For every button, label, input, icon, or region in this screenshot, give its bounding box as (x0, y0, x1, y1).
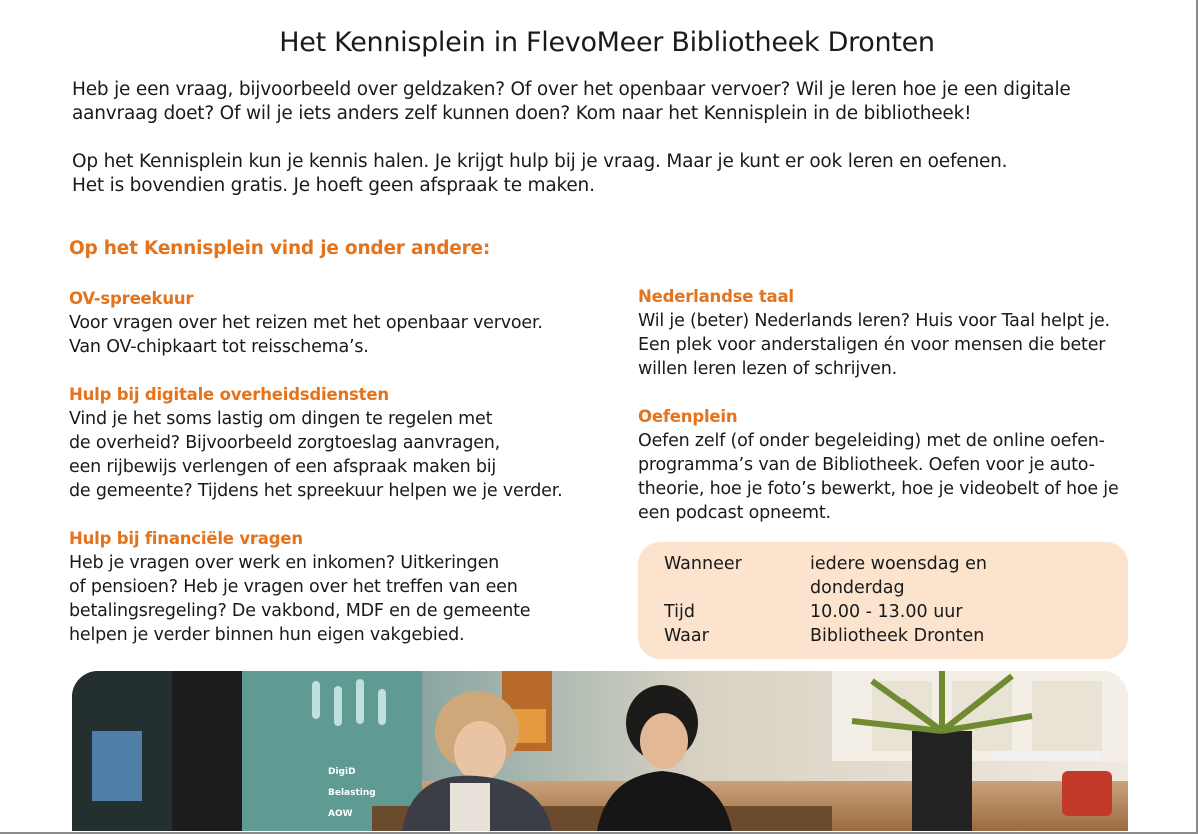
intro-paragraph-2-line-2: Het is bovendien gratis. Je hoeft geen afspraak te maken. (72, 175, 595, 196)
section-nederlandse-taal (638, 285, 1158, 381)
intro-text (72, 78, 1152, 222)
section-digitale-overheidsdiensten (69, 383, 609, 503)
intro-paragraph-1: Heb je een vraag, bijvoorbeeld over geldzaken? Of over het openbaar vervoer? Wil je leren hoe je een digitale aanvraag doet? Of wil je iets anders zelf kunnen doen? Kom naar het Kennisplein in de bibliotheek! (72, 79, 1071, 124)
banner-text-aow: AOW (328, 809, 353, 819)
section-ov-spreekuur (69, 287, 609, 359)
library-photo-illustration (72, 671, 1128, 831)
banner-text-belasting: Belasting (328, 788, 376, 798)
section-body: Voor vragen over het reizen met het openbaar vervoer. Van OV-chipkaart tot reisschema’s. (69, 313, 543, 357)
schedule-info-box (638, 542, 1128, 659)
section-financiele-vragen (69, 527, 609, 647)
info-value-when-line-1: iedere woensdag en (810, 554, 987, 574)
section-heading: Oefenplein (638, 407, 738, 426)
info-value-when-line-2: donderdag (810, 578, 905, 598)
info-value-where: Bibliotheek Dronten (810, 626, 985, 646)
info-label-where: Waar (664, 626, 709, 646)
section-heading: Hulp bij financiële vragen (69, 529, 303, 548)
section-body: Oefen zelf (of onder begeleiding) met de online oefen- programma’s van de Bibliotheek. Oefen voor je auto- theorie, hoe je foto’s bewerkt, hoe je videobelt of hoe je een podcast opneemt. (638, 431, 1119, 523)
section-body: Heb je vragen over werk en inkomen? Uitkeringen of pensioen? Heb je vragen over het treffen van een betalingsregeling? De vakbond, MDF en de gemeente helpen je verder binnen hun eigen vakgebied. (69, 553, 531, 645)
right-column (638, 285, 1158, 549)
section-subheading: Op het Kennisplein vind je onder andere: (69, 238, 491, 259)
section-body: Wil je (beter) Nederlands leren? Huis voor Taal helpt je. Een plek voor anderstaligen én voor mensen die beter willen leren lezen of schrijven. (638, 311, 1110, 379)
info-value-when (810, 552, 1010, 600)
intro-paragraph-2-line-1: Op het Kennisplein kun je kennis halen. Je krijgt hulp bij je vraag. Maar je kunt er ook leren en oefenen. (72, 151, 1008, 172)
library-photo (72, 671, 1128, 831)
section-body: Vind je het soms lastig om dingen te regelen met de overheid? Bijvoorbeeld zorgtoeslag aanvragen, een rijbewijs verlengen of een afspraak maken bij de gemeente? Tijdens het spreekuur helpen we je verder. (69, 409, 563, 501)
section-heading: Nederlandse taal (638, 287, 794, 306)
banner-text-digid: DigiD (328, 767, 356, 777)
section-oefenplein (638, 405, 1158, 525)
info-value-time: 10.00 - 13.00 uur (810, 602, 963, 622)
left-column (69, 287, 609, 671)
page-title: Het Kennisplein in FlevoMeer Bibliotheek Dronten (279, 27, 935, 58)
section-heading: OV-spreekuur (69, 289, 194, 308)
info-label-time: Tijd (664, 602, 695, 622)
intro-paragraph-2 (72, 150, 1152, 198)
info-label-when: Wanneer (664, 554, 742, 574)
section-heading: Hulp bij digitale overheidsdiensten (69, 385, 389, 404)
